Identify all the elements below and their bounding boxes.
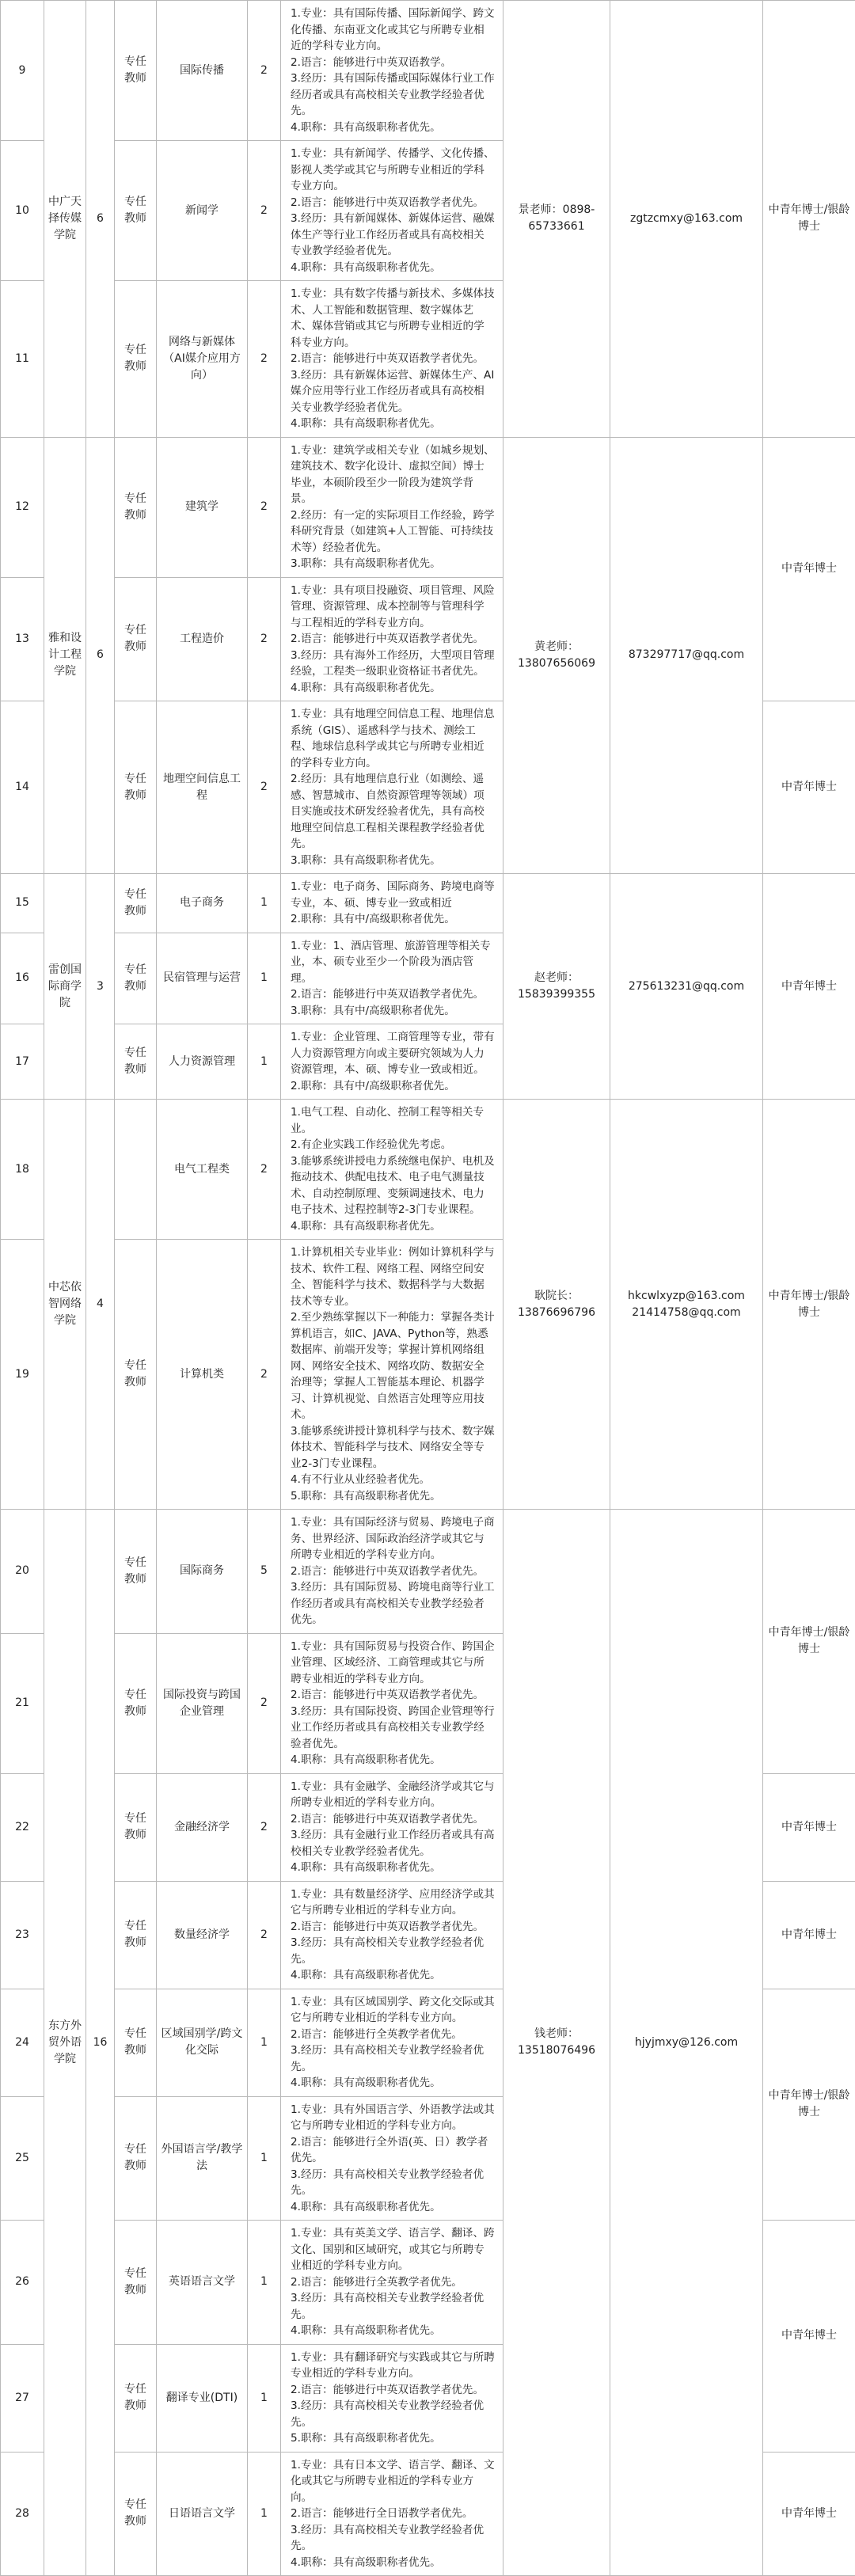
major-name: 电子商务	[157, 874, 248, 933]
talent-level: 中青年博士	[763, 437, 855, 701]
position-type: 专任 教师	[115, 2221, 157, 2345]
talent-level: 中青年博士/银龄博士	[763, 1, 855, 438]
requirement-line: 1.专业：具有数量经济学、应用经济学或其它与所聘专业相近的学科专业方向。	[291, 1886, 495, 1919]
major-name: 地理空间信息工程	[157, 701, 248, 874]
contact-email: hjyjmxy@126.com	[610, 1510, 763, 2576]
position-type: 专任 教师	[115, 1633, 157, 1773]
talent-level: 中青年博士	[763, 1881, 855, 1989]
table-row	[1, 1, 855, 141]
requirement-line: 3.经历：具有新闻媒体、新媒体运营、融媒体生产等行业工作经历者或具有高校相关专业教学经验者优先。	[291, 211, 495, 260]
position-type: 专任 教师	[115, 1510, 157, 1634]
row-number: 23	[1, 1881, 44, 1989]
requirement-line: 4.职称：具有高级职称者优先。	[291, 416, 495, 432]
college-name: 东方外贸外语学院	[44, 1510, 86, 2576]
talent-level: 中青年博士	[763, 2221, 855, 2453]
position-type: 专任 教师	[115, 141, 157, 281]
position-count: 2	[248, 281, 281, 438]
position-type: 专任 教师	[115, 2344, 157, 2452]
requirement-line: 2.语言：能够进行全英教学者优先。	[291, 2274, 495, 2291]
requirement-line: 1.专业：电子商务、国际商务、跨境电商等专业，本、硕、博专业一致或相近	[291, 879, 495, 911]
requirement-line: 3.经历：具有国际传播或国际媒体行业工作经历者或具有高校相关专业教学经验者优先。	[291, 70, 495, 120]
requirement-line: 2.语言：能够进行全英教学者优先。	[291, 2027, 495, 2043]
contact-email: 275613231@qq.com	[610, 874, 763, 1100]
table-row	[1, 1100, 855, 1240]
requirement-line: 4.职称：具有高级职称者优先。	[291, 2199, 495, 2216]
row-number: 15	[1, 874, 44, 933]
row-number: 18	[1, 1100, 44, 1240]
college-total: 3	[86, 874, 115, 1100]
major-name: 数量经济学	[157, 1881, 248, 1989]
requirements	[281, 1881, 504, 1989]
requirement-line: 3.经历：具有高校相关专业教学经验者优先。	[291, 2398, 495, 2430]
position-count: 1	[248, 1989, 281, 2096]
requirement-line: 2.职称：具有中/高级职称者优先。	[291, 1078, 495, 1095]
contact-email: hkcwlxyzp@163.com 21414758@qq.com	[610, 1100, 763, 1510]
position-count: 5	[248, 1510, 281, 1634]
requirement-line: 2.至少熟练掌握以下一种能力：掌握各类计算机语言，如C、JAVA、Python等，熟悉数据库、前端开发等；掌握计算机网络组网、网络安全技术、网络攻防、数据安全治理等；掌握人工智能基本理论、机器学习、计算机视觉、自然语言处理等应用技术。	[291, 1309, 495, 1423]
contact-email: zgtzcmxy@163.com	[610, 1, 763, 438]
requirements	[281, 1989, 504, 2096]
requirement-line: 4.职称：具有高级职称者优先。	[291, 2323, 495, 2339]
requirement-line: 2.经历：具有地理信息行业（如测绘、遥感、智慧城市、自然资源管理等领域）项目实施或技术研发经验者优先，具有高校地理空间信息工程相关课程教学经验者优先。	[291, 771, 495, 853]
row-number: 25	[1, 2096, 44, 2221]
requirement-line: 3.经历：具有金融行业工作经历者或具有高校相关专业教学经验者优先。	[291, 1827, 495, 1860]
major-name: 计算机类	[157, 1240, 248, 1510]
requirements	[281, 281, 504, 438]
requirement-line: 4.职称：具有高级职称者优先。	[291, 680, 495, 697]
requirement-line: 3.经历：具有高校相关专业教学经验者优先。	[291, 1935, 495, 1967]
contact-person: 耿院长：13876696796	[504, 1100, 610, 1510]
talent-level: 中青年博士/银龄博士	[763, 1510, 855, 1774]
college-total: 4	[86, 1100, 115, 1510]
requirement-line: 3.经历：具有新媒体运营、新媒体生产、AI媒介应用等行业工作经历者或具有高校相关专业教学经验者优先。	[291, 367, 495, 416]
contact-person: 赵老师：15839399355	[504, 874, 610, 1100]
requirement-line: 1.专业：具有数字传播与新技术、多媒体技术、人工智能和数据管理、数字媒体艺术、媒体营销或其它与所聘专业相近的学科专业方向。	[291, 286, 495, 351]
position-type: 专任 教师	[115, 1881, 157, 1989]
requirement-line: 1.专业：具有地理空间信息工程、地理信息系统（GIS）、遥感科学与技术、测绘工程、地球信息科学或其它与所聘专业相近的学科专业方向。	[291, 706, 495, 771]
requirement-line: 2.语言：能够进行全日语教学者优先。	[291, 2506, 495, 2522]
requirement-line: 3.经历：具有高校相关专业教学经验者优先。	[291, 2167, 495, 2199]
talent-level: 中青年博士	[763, 701, 855, 874]
requirements	[281, 2221, 504, 2345]
college-name: 雅和设计工程学院	[44, 437, 86, 874]
talent-level: 中青年博士	[763, 2452, 855, 2576]
requirement-line: 3.经历：具有国际贸易、跨境电商等行业工作经历者或具有高校相关专业教学经验者优先。	[291, 1579, 495, 1628]
requirement-line: 2.经历：有一定的实际项目工作经验，跨学科研究背景（如建筑+人工智能、可持续技术等）经验者优先。	[291, 507, 495, 557]
position-count: 2	[248, 577, 281, 701]
requirement-line: 4.职称：具有高级职称者优先。	[291, 260, 495, 276]
position-type: 专任 教师	[115, 933, 157, 1024]
requirement-line: 3.经历：具有高校相关专业教学经验者优先。	[291, 2522, 495, 2555]
position-count: 2	[248, 701, 281, 874]
position-count: 2	[248, 1881, 281, 1989]
row-number: 24	[1, 1989, 44, 2096]
requirement-line: 2.语言：能够进行全外语(英、日）教学者优先。	[291, 2134, 495, 2167]
requirement-line: 5.职称：具有高级职称者优先。	[291, 2430, 495, 2447]
requirement-line: 3.经历：具有高校相关专业教学经验者优先。	[291, 2042, 495, 2075]
college-total: 16	[86, 1510, 115, 2576]
position-count: 1	[248, 933, 281, 1024]
requirement-line: 3.职称：具有高级职称者优先。	[291, 853, 495, 869]
talent-level: 中青年博士	[763, 1773, 855, 1881]
requirement-line: 3.能够系统讲授电力系统继电保护、电机及拖动技术、供配电技术、电子电气测量技术、自动控制原理、变频调速技术、电力电子技术、过程控制等2-3门专业课程。	[291, 1153, 495, 1218]
row-number: 22	[1, 1773, 44, 1881]
row-number: 21	[1, 1633, 44, 1773]
major-name: 外国语言学/教学法	[157, 2096, 248, 2221]
requirements	[281, 2344, 504, 2452]
requirement-line: 1.专业：具有新闻学、传播学、文化传播、影视人类学或其它与所聘专业相近的学科专业方向。	[291, 146, 495, 195]
position-count: 2	[248, 1100, 281, 1240]
requirement-line: 1.专业：具有外国语言学、外语教学法或其它与所聘专业相近的学科专业方向。	[291, 2102, 495, 2134]
requirement-line: 3.能够系统讲授计算机科学与技术、数字媒体技术、智能科学与技术、网络安全等专业2-3门专业课程。	[291, 1423, 495, 1472]
row-number: 9	[1, 1, 44, 141]
requirement-line: 1.专业：具有国际传播、国际新闻学、跨文化传播、东南亚文化或其它与所聘专业相近的学科专业方向。	[291, 6, 495, 55]
row-number: 16	[1, 933, 44, 1024]
major-name: 人力资源管理	[157, 1024, 248, 1100]
requirement-line: 1.专业：具有英美文学、语言学、翻译、跨文化、国别和区域研究，或其它与所聘专业相近的学科专业方向。	[291, 2225, 495, 2274]
major-name: 网络与新媒体（AI媒介应用方向）	[157, 281, 248, 438]
requirements	[281, 701, 504, 874]
row-number: 28	[1, 2452, 44, 2576]
requirement-line: 4.职称：具有高级职称者优先。	[291, 1967, 495, 1984]
major-name: 日语语言文学	[157, 2452, 248, 2576]
row-number: 27	[1, 2344, 44, 2452]
requirement-line: 2.语言：能够进行中英双语教学者优先。	[291, 1811, 495, 1828]
row-number: 17	[1, 1024, 44, 1100]
requirements	[281, 1024, 504, 1100]
requirements	[281, 437, 504, 577]
talent-level: 中青年博士	[763, 874, 855, 1100]
college-total: 6	[86, 1, 115, 438]
requirements	[281, 933, 504, 1024]
requirements	[281, 1, 504, 141]
college-name: 中芯依智网络学院	[44, 1100, 86, 1510]
major-name: 民宿管理与运营	[157, 933, 248, 1024]
college-name: 中广天择传媒学院	[44, 1, 86, 438]
position-count: 2	[248, 1240, 281, 1510]
requirements	[281, 1510, 504, 1634]
requirement-line: 1.专业：具有金融学、金融经济学或其它与所聘专业相近的学科专业方向。	[291, 1779, 495, 1811]
position-count: 1	[248, 2452, 281, 2576]
requirement-line: 4.职称：具有高级职称者优先。	[291, 1218, 495, 1235]
row-number: 13	[1, 577, 44, 701]
requirement-line: 1.专业：具有日本文学、语言学、翻译、文化或其它与所聘专业相近的学科专业方向。	[291, 2457, 495, 2506]
position-type: 专任 教师	[115, 2096, 157, 2221]
major-name: 新闻学	[157, 141, 248, 281]
requirements	[281, 874, 504, 933]
position-count: 2	[248, 1633, 281, 1773]
major-name: 电气工程类	[157, 1100, 248, 1240]
requirement-line: 1.专业：具有项目投融资、项目管理、风险管理、资源管理、成本控制等与管理科学与工程相近的学科专业方向。	[291, 583, 495, 632]
position-count: 1	[248, 1024, 281, 1100]
position-type: 专任 教师	[115, 437, 157, 577]
position-type: 专任 教师	[115, 1, 157, 141]
requirement-line: 3.经历：具有海外工作经历，大型项目管理经验，工程类一级职业资格证书者优先。	[291, 648, 495, 680]
requirement-line: 4.职称：具有高级职称者优先。	[291, 2075, 495, 2092]
requirement-line: 2.语言：能够进行中英双语教学者优先。	[291, 195, 495, 211]
major-name: 国际投资与跨国企业管理	[157, 1633, 248, 1773]
requirements	[281, 141, 504, 281]
requirement-line: 4.职称：具有高级职称者优先。	[291, 120, 495, 136]
position-count: 2	[248, 1773, 281, 1881]
table-row	[1, 1510, 855, 1634]
requirement-line: 1.专业：1、酒店管理、旅游管理等相关专业，本、硕专业至少一个阶段为酒店管理。	[291, 938, 495, 987]
requirements	[281, 2096, 504, 2221]
requirement-line: 2.语言：能够进行中英双语教学者优先。	[291, 1919, 495, 1936]
college-total: 6	[86, 437, 115, 874]
table-row	[1, 874, 855, 933]
position-type: 专任 教师	[115, 2452, 157, 2576]
row-number: 12	[1, 437, 44, 577]
position-count: 1	[248, 2344, 281, 2452]
requirement-line: 1.专业：具有国际经济与贸易、跨境电子商务、世界经济、国际政治经济学或其它与所聘专业相近的学科专业方向。	[291, 1514, 495, 1563]
major-name: 翻译专业(DTI)	[157, 2344, 248, 2452]
requirements	[281, 1100, 504, 1240]
contact-person: 景老师：0898-65733661	[504, 1, 610, 438]
requirement-line: 2.语言：能够进行中英双语教学者优先。	[291, 351, 495, 367]
requirements	[281, 1633, 504, 1773]
major-name: 国际传播	[157, 1, 248, 141]
position-count: 1	[248, 2221, 281, 2345]
position-type: 专任 教师	[115, 1240, 157, 1510]
requirement-line: 2.语言：能够进行中英双语教学者优先。	[291, 631, 495, 648]
requirement-line: 1.专业：具有翻译研究与实践或其它与所聘专业相近的学科专业方向。	[291, 2350, 495, 2382]
requirements	[281, 577, 504, 701]
requirement-line: 5.职称：具有高级职称者优先。	[291, 1488, 495, 1505]
table-row	[1, 437, 855, 577]
major-name: 工程造价	[157, 577, 248, 701]
row-number: 20	[1, 1510, 44, 1634]
talent-level: 中青年博士/银龄博士	[763, 1100, 855, 1510]
position-type	[115, 1100, 157, 1240]
row-number: 26	[1, 2221, 44, 2345]
position-type: 专任 教师	[115, 281, 157, 438]
contact-email: 873297717@qq.com	[610, 437, 763, 874]
row-number: 19	[1, 1240, 44, 1510]
requirement-line: 4.职称：具有高级职称者优先。	[291, 1752, 495, 1769]
requirement-line: 3.经历：具有国际投资、跨国企业管理等行业工作经历者或具有高校相关专业教学经验者优先。	[291, 1704, 495, 1753]
major-name: 建筑学	[157, 437, 248, 577]
requirement-line: 1.专业：企业管理、工商管理等专业，带有人力资源管理方向或主要研究领域为人力资源管理，本、硕、博专业一致或相近。	[291, 1029, 495, 1078]
college-name: 雷创国际商学院	[44, 874, 86, 1100]
requirement-line: 1.计算机相关专业毕业：例如计算机科学与技术、软件工程、网络工程、网络空间安全、智能科学与技术、数据科学与大数据技术等专业。	[291, 1244, 495, 1309]
requirement-line: 4.职称：具有高级职称者优先。	[291, 2555, 495, 2571]
position-count: 2	[248, 141, 281, 281]
requirement-line: 1.专业：具有区域国别学、跨文化交际或其它与所聘专业相近的学科专业方向。	[291, 1994, 495, 2027]
major-name: 金融经济学	[157, 1773, 248, 1881]
contact-person: 钱老师：13518076496	[504, 1510, 610, 2576]
major-name: 国际商务	[157, 1510, 248, 1634]
position-count: 1	[248, 874, 281, 933]
major-name: 区域国别学/跨文化交际	[157, 1989, 248, 2096]
talent-level: 中青年博士/银龄博士	[763, 1989, 855, 2221]
requirements	[281, 1773, 504, 1881]
row-number: 10	[1, 141, 44, 281]
major-name: 英语语言文学	[157, 2221, 248, 2345]
requirement-line: 3.经历：具有高校相关专业教学经验者优先。	[291, 2290, 495, 2323]
requirement-line: 1.专业：具有国际贸易与投资合作、跨国企业管理、区域经济、工商管理或其它与所聘专业相近的学科专业方向。	[291, 1639, 495, 1688]
row-number: 14	[1, 701, 44, 874]
requirement-line: 2.语言：能够进行中英双语教学者优先。	[291, 1563, 495, 1580]
contact-person: 黄老师：13807656069	[504, 437, 610, 874]
position-count: 1	[248, 2096, 281, 2221]
position-type: 专任 教师	[115, 577, 157, 701]
requirement-line: 4.职称：具有高级职称者优先。	[291, 1860, 495, 1876]
position-count: 2	[248, 437, 281, 577]
position-count: 2	[248, 1, 281, 141]
position-type: 专任 教师	[115, 1024, 157, 1100]
requirement-line: 2.语言：能够进行中英双语教学。	[291, 55, 495, 71]
requirement-line: 3.职称：具有中/高级职称者优先。	[291, 1003, 495, 1020]
requirements	[281, 2452, 504, 2576]
requirement-line: 2.职称：具有中/高级职称者优先。	[291, 911, 495, 928]
position-type: 专任 教师	[115, 874, 157, 933]
requirement-line: 2.语言：能够进行中英双语教学者优先。	[291, 1687, 495, 1704]
requirement-line: 2.语言：能够进行中英双语教学者优先。	[291, 986, 495, 1003]
position-type: 专任 教师	[115, 1773, 157, 1881]
requirement-line: 3.职称：具有高级职称者优先。	[291, 556, 495, 572]
requirement-line: 1.专业：建筑学或相关专业（如城乡规划、建筑技术、数字化设计、虚拟空间）博士毕业，本硕阶段至少一阶段为建筑学背景。	[291, 443, 495, 507]
requirement-line: 2.有企业实践工作经验优先考虑。	[291, 1137, 495, 1153]
requirement-line: 1.电气工程、自动化、控制工程等相关专业。	[291, 1104, 495, 1137]
position-type: 专任 教师	[115, 1989, 157, 2096]
requirement-line: 2.语言：能够进行中英双语教学者优先。	[291, 2382, 495, 2399]
row-number: 11	[1, 281, 44, 438]
position-type: 专任 教师	[115, 701, 157, 874]
requirements	[281, 1240, 504, 1510]
requirement-line: 4.有不行业从业经验者优先。	[291, 1472, 495, 1488]
